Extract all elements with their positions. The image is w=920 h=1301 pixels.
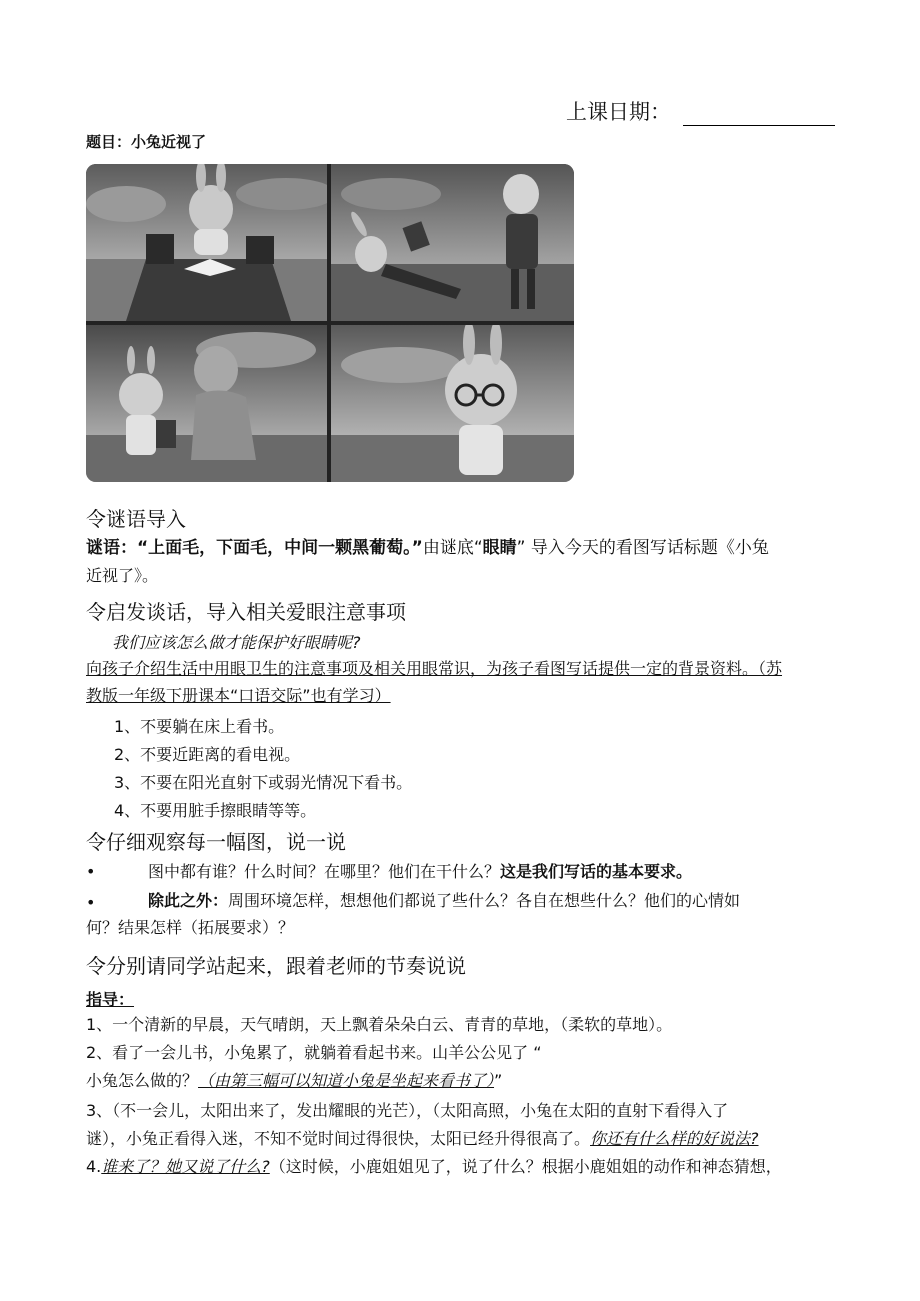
list-item: 2、不要近距离的看电视。	[114, 745, 301, 764]
guide-line-1: 1、一个清新的早晨，天气晴朗，天上飘着朵朵白云、青青的草地，（柔软的草地）。	[86, 1015, 673, 1034]
riddle-text: “上面毛，下面毛，中间一颗黑葡萄。”	[137, 538, 423, 558]
talk-intro-line1-text: 向孩子介绍生活中用眼卫生的注意事项及相关用眼常识，为孩子看图写话提供一定的背景资料。（苏	[86, 659, 783, 678]
page-title: 题目：小兔近视了	[86, 133, 207, 151]
bullet-2-line2: 何？结果怎样（拓展要求）？	[86, 918, 295, 937]
talk-intro-line2	[86, 683, 836, 709]
bullet-1-marker: •	[86, 862, 96, 881]
talk-intro-line2-text: 教版一年级下册课本“口语交际”也有学习）	[86, 686, 391, 705]
guide-line-5-plain: 谜），小兔正看得入迷，不知不觉时间过得很快，太阳已经升得很高了。	[86, 1129, 591, 1148]
list-item: 1、不要躺在床上看书。	[114, 717, 285, 736]
panel-rabbit-with-glasses	[331, 325, 574, 482]
guide-line-2: 2、看了一会儿书，小兔累了，就躺着看起书来。山羊公公见了 “	[86, 1043, 542, 1062]
guide-line-6-plain: （这时候，小鹿姐姐见了，说了什么？根据小鹿姐姐的动作和神态猜想，	[269, 1157, 782, 1176]
guide-label-row	[86, 987, 836, 1013]
bullet-2-plain: 周围环境怎样，想想他们都说了些什么？各自在想些什么？他们的心情如	[228, 891, 741, 910]
bullet-1-bold: 这是我们写话的基本要求。	[500, 862, 693, 881]
bullet-1-plain: 图中都有谁？什么时间？在哪里？他们在干什么？	[148, 862, 501, 881]
guide-line-5-italic: 你还有什么样的好说法?	[590, 1129, 759, 1148]
riddle-label: 谜语：	[86, 538, 137, 558]
guide-line-3	[86, 1068, 836, 1094]
class-date-label: 上课日期：	[566, 100, 671, 124]
talk-intro-line1	[86, 656, 836, 682]
class-date	[566, 96, 835, 126]
guide-line-3-plain: 小兔怎么做的？	[86, 1071, 199, 1090]
story-illustration	[86, 164, 574, 482]
bullet-1-text	[148, 859, 838, 885]
guide-line-5	[86, 1126, 836, 1152]
riddle-paragraph	[86, 535, 836, 561]
bullet-2-text	[148, 888, 838, 914]
riddle-post-answer: ” 导入今天的看图写话标题《小兔	[516, 538, 769, 558]
panel-goat-sees-rabbit-lying	[331, 164, 574, 321]
bullet-2-marker: •	[86, 893, 96, 912]
guide-line-4: 3、（不一会儿，太阳出来了，发出耀眼的光芒），（太阳高照，小兔在太阳的直射下看得入了	[86, 1101, 729, 1120]
riddle-answer: 眼睛	[482, 538, 517, 558]
section-heading-talk: 令启发谈话，导入相关爱眼注意事项	[86, 600, 406, 624]
guide-line-3-italic: （由第三幅可以知道小兔是坐起来看书了）	[198, 1071, 495, 1090]
section-heading-speak: 令分别请同学站起来，跟着老师的节奏说说	[86, 954, 466, 978]
panel-deer-sister-talks	[86, 325, 327, 482]
section-heading-riddle: 令谜语导入	[86, 507, 186, 531]
panel-rabbit-reading-at-table	[86, 164, 327, 321]
section-heading-observe: 令仔细观察每一幅图，说一说	[86, 830, 346, 854]
guide-line-6-italic: 谁来了？她又说了什么?	[101, 1157, 270, 1176]
guide-line-3-end: ”	[494, 1071, 503, 1090]
riddle-pre-answer: 由谜底“	[422, 538, 483, 558]
list-item: 4、不要用脏手擦眼睛等等。	[114, 801, 317, 820]
talk-question: 我们应该怎么做才能保护好眼睛呢?	[112, 633, 361, 652]
bullet-2-bold: 除此之外：	[148, 891, 229, 910]
class-date-blank	[683, 105, 835, 126]
riddle-paragraph-line2: 近视了》。	[86, 566, 159, 585]
guide-line-6-num: 4.	[86, 1157, 102, 1176]
list-item: 3、不要在阳光直射下或弱光情况下看书。	[114, 773, 413, 792]
guide-line-6	[86, 1154, 836, 1180]
guide-label: 指导：	[86, 990, 135, 1009]
